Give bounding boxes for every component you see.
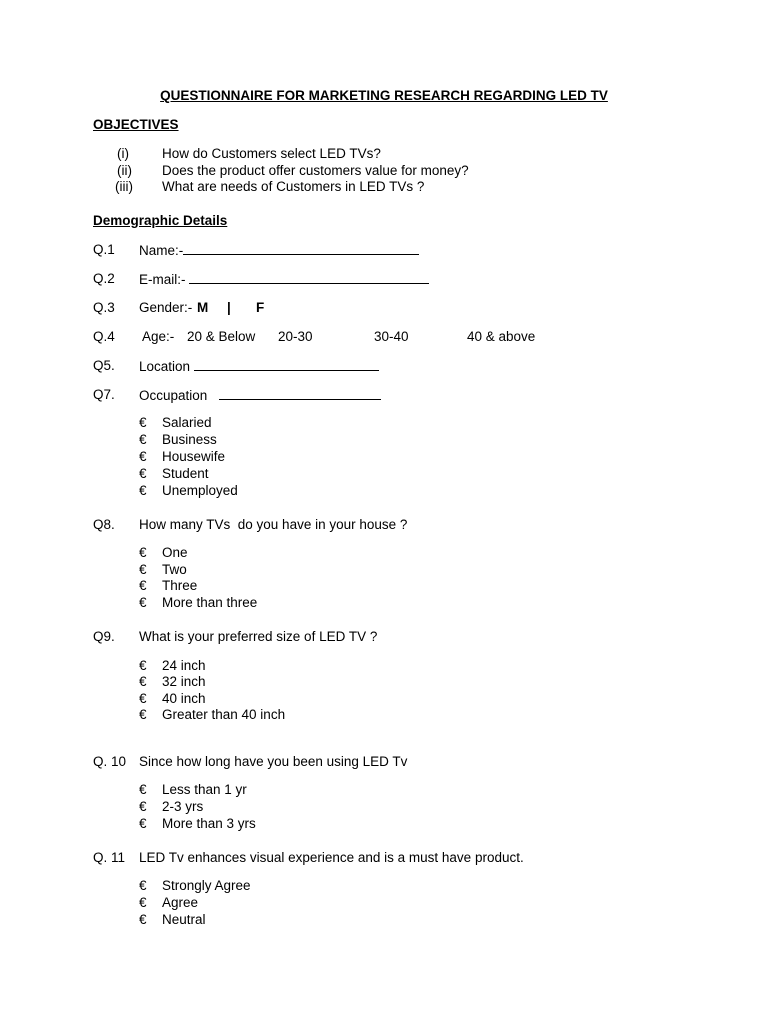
question-label: Gender:- bbox=[139, 300, 193, 315]
occupation-question bbox=[139, 387, 381, 403]
list-item[interactable]: € 40 inch bbox=[139, 691, 206, 706]
bullet-icon: € bbox=[139, 878, 147, 893]
bullet-icon: € bbox=[139, 912, 147, 927]
age-option[interactable]: 20-30 bbox=[278, 329, 313, 344]
objective-text: Does the product offer customers value for money? bbox=[162, 163, 469, 178]
gender-option-m[interactable]: M bbox=[197, 300, 209, 315]
bullet-icon: € bbox=[139, 578, 147, 593]
bullet-icon: € bbox=[139, 449, 147, 464]
list-item[interactable]: € Salaried bbox=[139, 415, 212, 430]
objectives-heading: OBJECTIVES bbox=[93, 117, 179, 132]
question-number: Q7. bbox=[93, 387, 115, 402]
objective-number: (iii) bbox=[115, 179, 133, 194]
list-item[interactable]: € 2-3 yrs bbox=[139, 799, 204, 814]
list-item[interactable]: € 24 inch bbox=[139, 658, 206, 673]
bullet-icon: € bbox=[139, 895, 147, 910]
question-label: How many TVs do you have in your house ? bbox=[139, 517, 408, 532]
bullet-icon: € bbox=[139, 562, 147, 577]
list-item[interactable]: € One bbox=[139, 545, 188, 560]
bullet-icon: € bbox=[139, 432, 147, 447]
question-label: Name:- bbox=[139, 243, 184, 258]
question-label: Since how long have you been using LED Tv bbox=[139, 754, 408, 769]
question-number: Q9. bbox=[93, 629, 115, 644]
list-item[interactable]: € Housewife bbox=[139, 449, 226, 464]
list-item[interactable]: € Agree bbox=[139, 895, 199, 910]
list-item[interactable]: € More than three bbox=[139, 595, 258, 610]
bullet-icon: € bbox=[139, 707, 147, 722]
question-number: Q.3 bbox=[93, 300, 115, 315]
list-item[interactable]: € Neutral bbox=[139, 912, 206, 927]
name-question bbox=[139, 242, 419, 258]
question-number: Q.2 bbox=[93, 271, 115, 286]
location-question bbox=[139, 358, 379, 374]
bullet-icon: € bbox=[139, 658, 147, 673]
list-item[interactable]: € Unemployed bbox=[139, 483, 238, 498]
bullet-icon: € bbox=[139, 483, 147, 498]
location-answer-line[interactable] bbox=[194, 358, 379, 371]
question-label: E-mail:- bbox=[139, 272, 190, 287]
bullet-icon: € bbox=[139, 595, 147, 610]
age-option[interactable]: 40 & above bbox=[467, 329, 536, 344]
gender-option-f[interactable]: F bbox=[256, 300, 265, 315]
list-item[interactable]: € Greater than 40 inch bbox=[139, 707, 286, 722]
bullet-icon: € bbox=[139, 691, 147, 706]
bullet-icon: € bbox=[139, 545, 147, 560]
list-item[interactable]: € Strongly Agree bbox=[139, 878, 251, 893]
occupation-answer-line[interactable] bbox=[219, 387, 381, 400]
question-number: Q.4 bbox=[93, 329, 115, 344]
question-number: Q8. bbox=[93, 517, 115, 532]
question-label: Age:- bbox=[142, 329, 175, 344]
email-question bbox=[139, 271, 429, 287]
question-label: What is your preferred size of LED TV ? bbox=[139, 629, 378, 644]
objective-number: (ii) bbox=[117, 163, 132, 178]
question-number: Q. 11 bbox=[93, 850, 126, 865]
demographic-heading: Demographic Details bbox=[93, 213, 228, 228]
list-item[interactable]: € 32 inch bbox=[139, 674, 206, 689]
objective-text: How do Customers select LED TVs? bbox=[162, 146, 381, 161]
email-answer-line[interactable] bbox=[189, 271, 429, 284]
bullet-icon: € bbox=[139, 674, 147, 689]
list-item[interactable]: € Student bbox=[139, 466, 209, 481]
question-label: Occupation bbox=[139, 388, 208, 403]
objective-text: What are needs of Customers in LED TVs ? bbox=[162, 179, 425, 194]
bullet-icon: € bbox=[139, 816, 147, 831]
list-item[interactable]: € Less than 1 yr bbox=[139, 782, 247, 797]
list-item[interactable]: € Two bbox=[139, 562, 187, 577]
objective-number: (i) bbox=[117, 146, 129, 161]
question-number: Q5. bbox=[93, 358, 115, 373]
list-item[interactable]: € More than 3 yrs bbox=[139, 816, 256, 831]
age-option[interactable]: 30-40 bbox=[374, 329, 409, 344]
question-label: LED Tv enhances visual experience and is a must have product. bbox=[139, 850, 524, 865]
age-option[interactable]: 20 & Below bbox=[187, 329, 256, 344]
name-answer-line[interactable] bbox=[183, 242, 419, 255]
question-label: Location bbox=[139, 359, 194, 374]
bullet-icon: € bbox=[139, 415, 147, 430]
bullet-icon: € bbox=[139, 799, 147, 814]
gender-separator: | bbox=[227, 300, 231, 315]
page-title: QUESTIONNAIRE FOR MARKETING RESEARCH REGARDING LED TV bbox=[160, 88, 608, 103]
bullet-icon: € bbox=[139, 782, 147, 797]
question-number: Q.1 bbox=[93, 242, 115, 257]
bullet-icon: € bbox=[139, 466, 147, 481]
list-item[interactable]: € Business bbox=[139, 432, 217, 447]
question-number: Q. 10 bbox=[93, 754, 127, 769]
list-item[interactable]: € Three bbox=[139, 578, 198, 593]
